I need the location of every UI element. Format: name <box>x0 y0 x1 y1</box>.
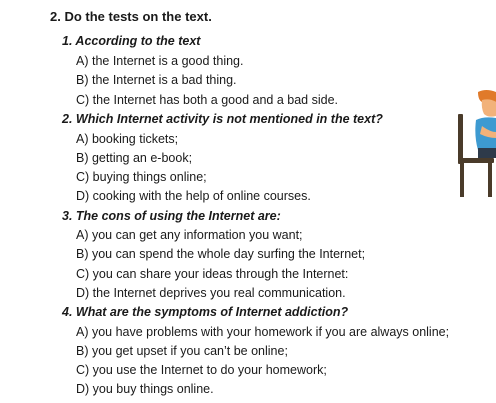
question-2-option-c: C) buying things online; <box>76 170 207 184</box>
question-3-option-a: A) you can get any information you want; <box>76 228 303 242</box>
question-3-option-b: B) you can spend the whole day surfing the Internet; <box>76 247 366 261</box>
question-4-option-c: C) you use the Internet to do your homework; <box>76 363 327 377</box>
question-2-option-a: A) booking tickets; <box>76 132 179 146</box>
question-3-option-c: C) you can share your ideas through the Internet: <box>76 267 349 281</box>
chair-leg-right <box>488 163 492 197</box>
question-1-option-a: A) the Internet is a good thing. <box>76 54 244 68</box>
question-2-title: 2. Which Internet activity is not mentioned in the text? <box>62 112 383 126</box>
question-4-option-b: B) you get upset if you can’t be online; <box>76 344 288 358</box>
question-1-option-c: C) the Internet has both a good and a bad side. <box>76 93 338 107</box>
chair-back <box>458 114 463 164</box>
question-2-option-b: B) getting an e-book; <box>76 151 193 165</box>
question-1-title: 1. According to the text <box>62 34 201 48</box>
face-shape <box>482 99 496 116</box>
question-4-option-d: D) you buy things online. <box>76 382 214 396</box>
question-1-option-b: B) the Internet is a bad thing. <box>76 73 237 87</box>
chair-seat <box>458 158 494 163</box>
question-4-title: 4. What are the symptoms of Internet addiction? <box>62 305 349 319</box>
question-3-title: 3. The cons of using the Internet are: <box>62 209 281 223</box>
pants-shape <box>478 148 496 158</box>
section-heading: 2. Do the tests on the text. <box>50 9 212 24</box>
chair-leg-left <box>460 163 464 197</box>
question-2-option-d: D) cooking with the help of online courses. <box>76 189 311 203</box>
person-at-computer-illustration <box>438 88 496 200</box>
question-4-option-a: A) you have problems with your homework if you are always online; <box>76 325 450 339</box>
question-3-option-d: D) the Internet deprives you real communication. <box>76 286 346 300</box>
